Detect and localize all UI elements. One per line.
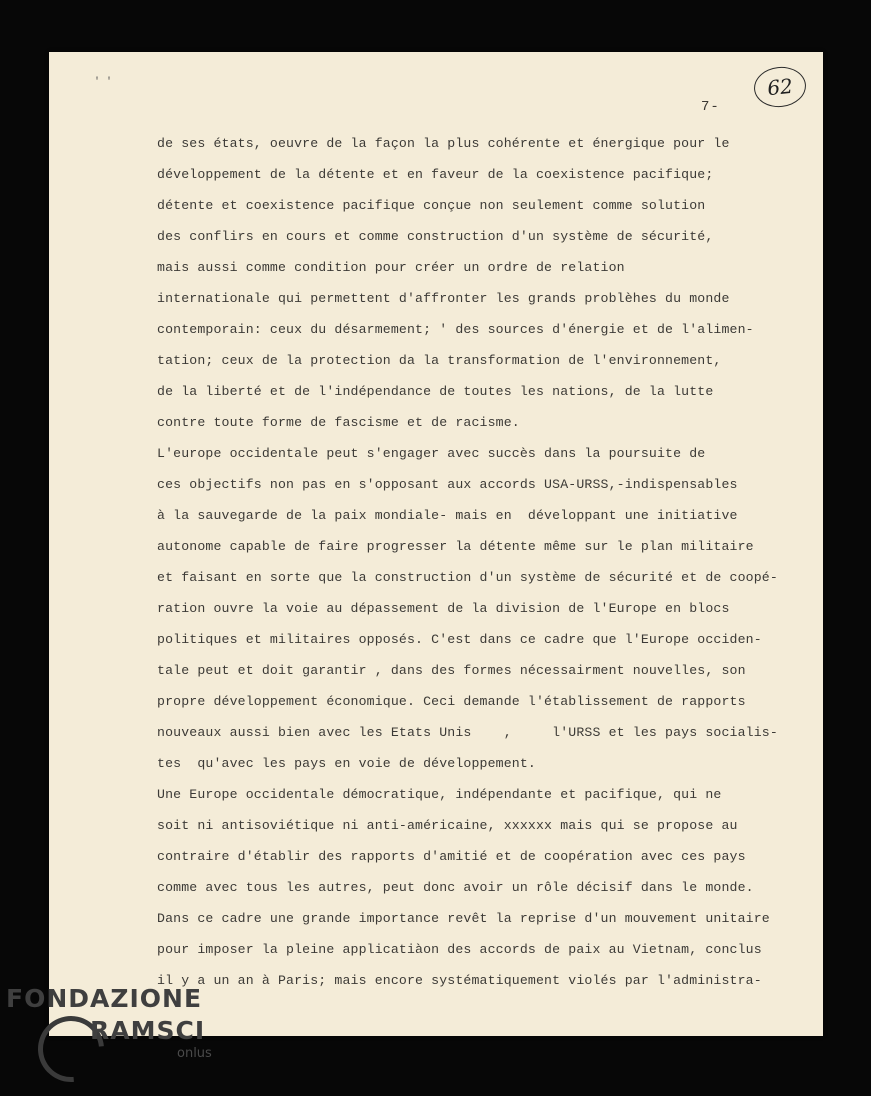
text-line: Une Europe occidentale démocratique, indépendante et pacifique, qui ne [157,787,722,802]
watermark-gramsci: RAMSCI [90,1016,206,1045]
text-line: internationale qui permettent d'affronter les grands problèhes du monde [157,291,730,306]
text-line: contraire d'établir des rapports d'amitié et de coopération avec ces pays [157,849,746,864]
text-line: pour imposer la pleine applicatiàon des accords de paix au Vietnam, conclus [157,942,762,957]
text-line: nouveaux aussi bien avec les Etats Unis , l'URSS et les pays socialis- [157,725,778,740]
text-line: de la liberté et de l'indépendance de toutes les nations, de la lutte [157,384,714,399]
text-line: tation; ceux de la protection da la transformation de l'environnement, [157,353,722,368]
text-line: propre développement économique. Ceci demande l'établissement de rapports [157,694,746,709]
text-line: comme avec tous les autres, peut donc avoir un rôle décisif dans le monde. [157,880,754,895]
paper-marks: ' ' [94,77,113,88]
page-number: 7- [701,99,720,115]
watermark-fondazione: FONDAZIONE [6,984,203,1013]
text-line: des conflirs en cours et comme construction d'un système de sécurité, [157,229,714,244]
text-line: il y a un an à Paris; mais encore systématiquement violés par l'administra- [157,973,762,988]
text-line: tale peut et doit garantir , dans des formes nécessairment nouvelles, son [157,663,746,678]
text-line: tes qu'avec les pays en voie de développement. [157,756,536,771]
text-line: ces objectifs non pas en s'opposant aux accords USA-URSS,-indispensables [157,477,738,492]
text-line: mais aussi comme condition pour créer un ordre de relation [157,260,625,275]
text-line: Dans ce cadre une grande importance revêt la reprise d'un mouvement unitaire [157,911,770,926]
text-line: à la sauvegarde de la paix mondiale- mais en développant une initiative [157,508,738,523]
text-line: contre toute forme de fascisme et de racisme. [157,415,520,430]
typewritten-body [157,128,787,996]
document-page [49,52,823,1036]
text-line: développement de la détente et en faveur de la coexistence pacifique; [157,167,714,182]
text-line: ration ouvre la voie au dépassement de la division de l'Europe en blocs [157,601,730,616]
text-line: et faisant en sorte que la construction d'un système de sécurité et de coopé- [157,570,778,585]
text-line: détente et coexistence pacifique conçue non seulement comme solution [157,198,706,213]
folio-stamp [752,64,808,109]
text-line: politiques et militaires opposés. C'est dans ce cadre que l'Europe occiden- [157,632,762,647]
text-line: de ses états, oeuvre de la façon la plus cohérente et énergique pour le [157,136,730,151]
text-line: contemporain: ceux du désarmement; ' des sources d'énergie et de l'alimen- [157,322,754,337]
text-line: soit ni antisoviétique ni anti-américaine, xxxxxx mais qui se propose au [157,818,738,833]
folio-number: 62 [766,73,794,101]
watermark-onlus: onlus [177,1046,212,1061]
text-line: autonome capable de faire progresser la détente même sur le plan militaire [157,539,754,554]
text-line: L'europe occidentale peut s'engager avec succès dans la poursuite de [157,446,706,461]
